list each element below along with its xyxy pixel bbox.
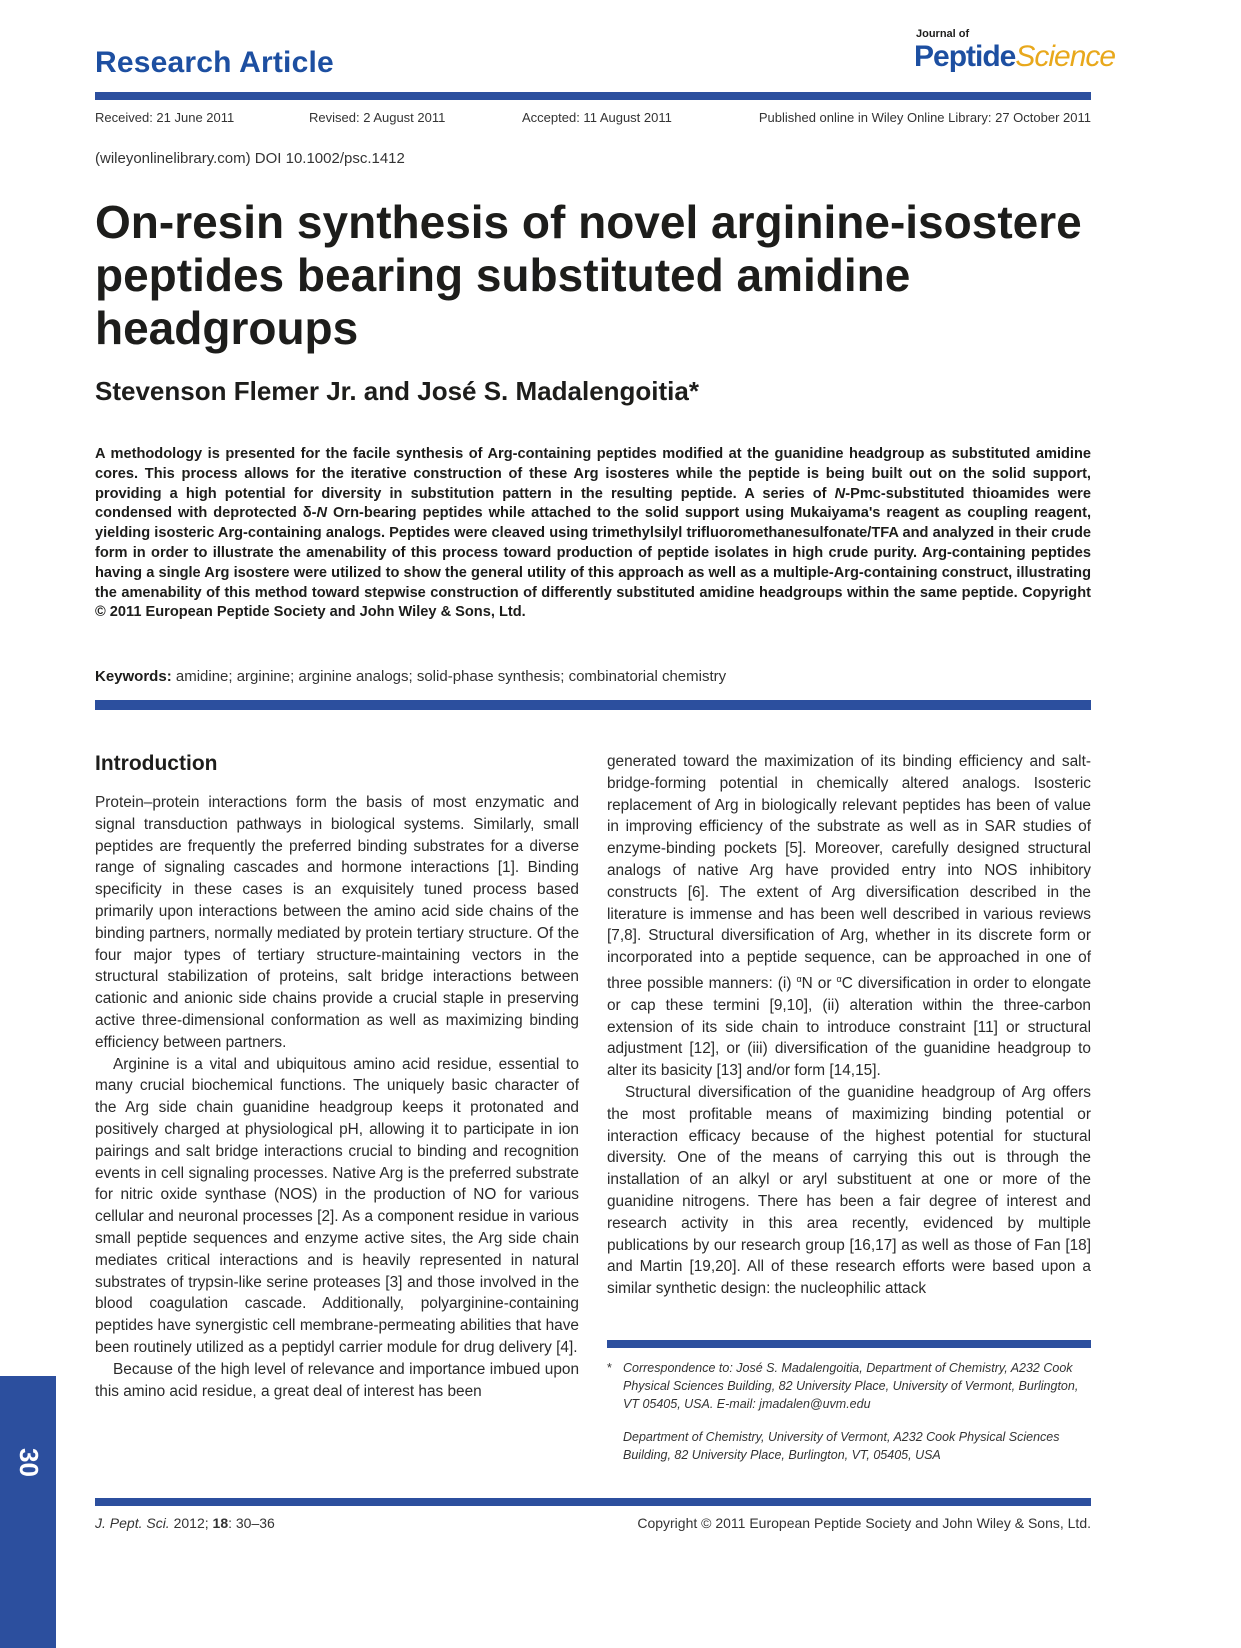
abstract-text-1: A methodology is presented for the facile synthesis of Arg-containing peptides modified at the guanidine headgroup as substituted amidine cores. This process allows for the iterative construction of these Arg isosteres while the peptide is being built out on the solid support, providing a high potential for diversity in substitution pattern in the resulting peptide. A series of bbox=[95, 446, 1091, 502]
abstract-italic-n-1: N bbox=[834, 485, 846, 502]
abstract-text-2: -Pmc-substituted thioamides were condensed with deprotected δ- bbox=[95, 485, 1091, 522]
citation-journal: J. Pept. Sci. bbox=[95, 1515, 170, 1531]
abstract-text-3: Orn-bearing peptides while attached to the solid support using Mukaiyama's reagent as coupling reagent, yielding isosteric Arg-containing analogs. Peptides were cleaved using trimethylsilyl trifluoromethanesulfonate/TFA and analyzed in their crude form in order to illustrate the amenability of this process toward production of peptide isolates in high crude purity. Arg-containing peptides having a single Arg isostere were utilized to show the general utility of this approach as well as a multiple-Arg-containing construct, illustrating the amenability of this method toward stepwise construction of differently substituted amidine headgroups within the same peptide. Copyright © 2011 European Peptide Society and John Wiley & Sons, Ltd. bbox=[95, 505, 1091, 621]
citation-pages: : 30–36 bbox=[228, 1515, 275, 1531]
paragraph-4-text-a: generated toward the maximization of its binding efficiency and salt-bridge-forming potential in chemically altered analogs. Isosteric replacement of Arg in biologically relevant peptides has been of value in improving efficiency of the substrate as well as in SAR studies of enzyme-binding pockets [5]. Moreover, carefully designed structural analogs of native Arg have provided entry into NOS inhibitory constructs [6]. The extent of Arg diversification described in the literature is immense and has been well described in various reviews [7,8]. Structural diversification of Arg, whether in its discrete form or incorporated into a peptide sequence, can be approached in one of three possible manners: (i) bbox=[607, 753, 1091, 993]
journal-logo-name bbox=[914, 40, 1115, 74]
paragraph-4-text-c: C diversification in order to elongate or cap these termini [9,10], (ii) alteration within the three-carbon extension of its side chain to introduce constraint [11] or structural adjustment [12], or (iii) diversification of the guanidine headgroup to alter its basicity [13] and/or form [14,15]. bbox=[607, 975, 1091, 1080]
section-label: Research Article bbox=[95, 46, 334, 79]
alpha-superscript: α bbox=[836, 973, 842, 984]
intro-paragraph-2: Arginine is a vital and ubiquitous amino acid residue, essential to many crucial biochemical functions. The uniquely basic character of the Arg side chain guanidine headgroup keeps it protonated and positively charged at physiological pH, allowing it to participate in ion pairings and salt bridge interactions crucial to binding and recognition events in cell signaling processes. Native Arg is the preferred substrate for nitric oxide synthase (NOS) in the production of NO for various cellular and neuronal processes [2]. As a component residue in various small peptide sequences and enzyme active sites, the Arg side chain mediates critical interactions and is heavily represented in natural substrates of trypsin-like serine proteases [3] and those involved in the blood coagulation cascade. Additionally, polyarginine-containing peptides have synergistic cell membrane-permeating abilities that have been routinely utilized as a peptidyl carrier module for drug delivery [4]. bbox=[95, 1055, 579, 1356]
correspondence-text: Correspondence to: José S. Madalengoitia, Department of Chemistry, A232 Cook Physical Sciences Building, 82 University Place, University of Vermont, Burlington, VT 05405, USA. E-mail: jmadalen@uvm.edu bbox=[623, 1361, 1079, 1411]
page-number bbox=[0, 1442, 56, 1482]
page-number-tab bbox=[0, 1376, 56, 1648]
doi[interactable]: (wileyonlinelibrary.com) DOI 10.1002/psc.1412 bbox=[95, 150, 405, 167]
footnote-rule bbox=[607, 1340, 1091, 1348]
right-column bbox=[607, 751, 1091, 1300]
intro-paragraph-4 bbox=[607, 751, 1091, 1082]
journal-logo-of: Journal of bbox=[916, 28, 970, 40]
intro-paragraph-3: Because of the high level of relevance and importance imbued upon this amino acid residue, a great deal of interest has been bbox=[95, 1360, 579, 1400]
intro-paragraph-1: Protein–protein interactions form the basis of most enzymatic and signal transduction pathways in biological systems. Similarly, small peptides are frequently the preferred binding substrates for a diverse range of signaling cascades and hormone interactions [1]. Binding specificity in these cases is an exquisitely tuned process based primarily upon interactions between the amino acid side chains of the binding partners, normally mediated by protein tertiary structure. Of the four major types of tertiary structure-maintaining vectors in the structural stabilization of proteins, salt bridge interactions between cationic and anionic side chains provide a crucial staple in preserving active three-dimensional conformation as well as maximizing binding efficiency between partners. bbox=[95, 794, 579, 1051]
paragraph-4-text-b: N or bbox=[801, 975, 837, 993]
keywords bbox=[95, 668, 726, 685]
keywords-label: Keywords: bbox=[95, 668, 172, 685]
authors: Stevenson Flemer Jr. and José S. Madalengoitia* bbox=[95, 376, 699, 406]
copyright-footer: Copyright © 2011 European Peptide Society and John Wiley & Sons, Ltd. bbox=[637, 1515, 1091, 1531]
alpha-superscript: α bbox=[796, 973, 802, 984]
introduction-heading: Introduction bbox=[95, 752, 218, 775]
keywords-list: amidine; arginine; arginine analogs; solid-phase synthesis; combinatorial chemistry bbox=[171, 668, 727, 685]
citation-volume: 18 bbox=[212, 1515, 229, 1531]
correspondence-footnote bbox=[607, 1360, 1091, 1465]
abstract bbox=[95, 445, 1091, 623]
journal-logo-name-part-2: Science bbox=[1015, 40, 1116, 73]
affiliation-text: Department of Chemistry, University of Vermont, A232 Cook Physical Sciences Building, 82 University Place, Burlington, VT, 05405, USA bbox=[623, 1430, 1060, 1463]
footnote-star: * bbox=[607, 1361, 612, 1375]
bottom-rule bbox=[95, 1498, 1091, 1506]
section-rule bbox=[95, 700, 1091, 710]
journal-logo-name-part-1: Peptide bbox=[914, 40, 1016, 73]
page-number-text: 30 bbox=[13, 1447, 44, 1477]
intro-paragraph-5: Structural diversification of the guanidine headgroup of Arg offers the most profitable means of maximizing binding potential or interaction efficacy because of the highest potential for stuctural diversity. One of the means of carrying this out is through the installation of an alkyl or aryl substituent at one or more of the guanidine nitrogens. There has been a fair degree of interest and research activity in this area recently, evidenced by multiple publications by our research group [16,17] as well as those of Fan [18] and Martin [19,20]. All of these research efforts were based upon a similar synthetic design: the nucleophilic attack bbox=[607, 1084, 1091, 1298]
top-rule bbox=[95, 92, 1091, 100]
revised-date: Revised: 2 August 2011 bbox=[309, 110, 446, 125]
published-date: Published online in Wiley Online Library: 27 October 2011 bbox=[758, 110, 1091, 125]
left-column bbox=[95, 792, 579, 1402]
abstract-italic-n-2: N bbox=[316, 505, 328, 522]
article-title: On-resin synthesis of novel arginine-isostere peptides bearing substituted amidine headgroups bbox=[95, 196, 1082, 354]
accepted-date: Accepted: 11 August 2011 bbox=[522, 110, 672, 125]
citation-year: 2012; bbox=[169, 1515, 213, 1531]
received-date: Received: 21 June 2011 bbox=[95, 110, 235, 125]
journal-citation bbox=[95, 1515, 275, 1531]
journal-logo bbox=[914, 26, 1116, 78]
